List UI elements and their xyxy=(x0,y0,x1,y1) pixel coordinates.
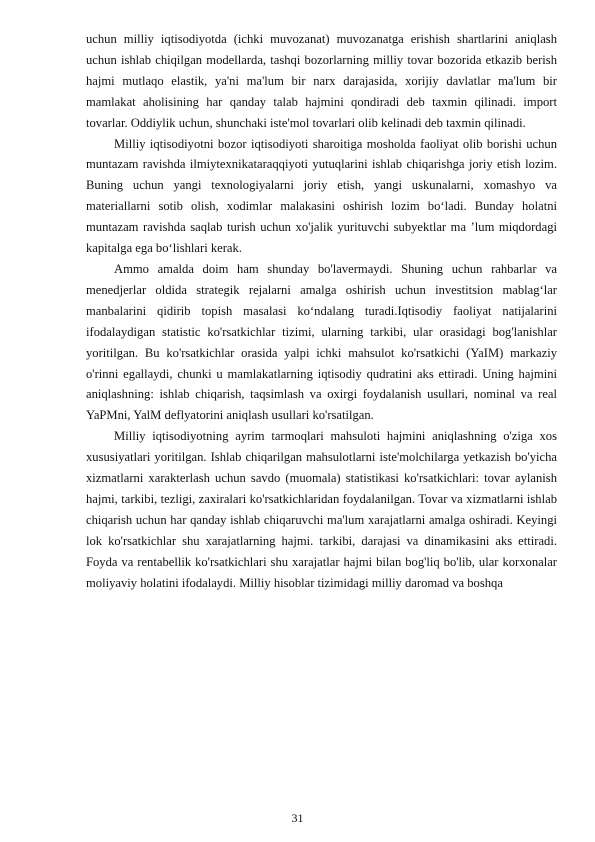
page-number: 31 xyxy=(291,811,304,825)
paragraph-continuation: uchun milliy iqtisodiyotda (ichki muvozanat) muvozanatga erishish shartlarini aniqlash uchun ishlab chiqilgan modellarda, tashqi bozorlarning milliy tovar bozorida etkazib berish hajmi mutlaqo elastik, ya'ni ma'lum bir narx darajasida, xorijiy davlatlar ma'lum bir mamlakat aholisining har qanday talab hajmini qondiradi deb taxmin qilinadi. import tovarlar. Oddiylik uchun, shunchaki iste'mol tovarlari olib kelinadi deb taxmin qilinadi. xyxy=(86,32,557,130)
paragraph-investment: Ammo amalda doim ham shunday bo'lavermaydi. Shuning uchun rahbarlar va menedjerlar oldida strategik rejalarni amalga oshirish uchun investitsion mablag‘lar manbalarini qidirib topish masalasi ko‘ndalang turadi.Iqtisodiy faoliyat natijalarini ifodalaydigan statistic ko'rsatkichlar tizimi, ularning tarkibi, ular orasidagi bog'lanishlar yoritilgan. Bu ko'rsatkichlar orasida yalpi ichki mahsulot ko'rsatkichi (YaIM) markaziy o'rinni egallaydi, chunki u mamlakatlarning iqtisodiy qudratini aks ettiradi. Uning hajmini aniqlashning: ishlab chiqarish, taqsimlash va oxirgi foydalanish usullari, nominal va real YaPMni, YalM deflyatorini aniqlash usullari ko'rsatilgan. xyxy=(86,261,557,423)
paragraph-innovation: Milliy iqtisodiyotni bozor iqtisodiyoti sharoitiga mosholda faoliyat olib borishi uchun muntazam ravishda ilmiytexnikataraqqiyoti yutuqlarini ishlab chiqarishga joriy etish lozim. Buning uchun yangi texnologiyalarni joriy etish, yangi uskunalarni, xomashyo va materiallarni sotib olish, xodimlar malakasini oshirish lozim bo‘ladi. Bunday holatni muntazam ravishda saqlab turish uchun xo'jalik yurituvchi subyektlar ma ’lum miqdordagi kapitalga ega bo‘lishlari kerak. xyxy=(86,136,557,256)
document-page xyxy=(86,29,557,593)
paragraph-sector-output: Milliy iqtisodiyotning ayrim tarmoqlari mahsuloti hajmini aniqlashning o'ziga xos xususiyatlari yoritilgan. Ishlab chiqarilgan mahsulotlarni iste'molchilarga yetkazish bo'yicha xizmatlarni xarakterlash uchun savdo (muomala) statistikasi ko'rsatkichlari: tovar aylanish hajmi, tarkibi, tezligi, zaxiralari ko'rsatkichlaridan foydalanilgan. Tovar va xizmatlarni ishlab chiqarish uchun har qanday ishlab chiqaruvchi ma'lum xarajatlarni amalga oshiradi. Keyingi lok ko'rsatkichlar shu xarajatlarning hajmi. tarkibi, darajasi va dinamikasini aks ettiradi. Foyda va rentabellik ko'rsatkichlari shu xarajatlar hajmi bilan bog'liq bo'lib, ular korxonalar moliyaviy holatini ifodalaydi. Milliy hisoblar tizimidagi milliy daromad va boshqa xyxy=(86,429,557,590)
